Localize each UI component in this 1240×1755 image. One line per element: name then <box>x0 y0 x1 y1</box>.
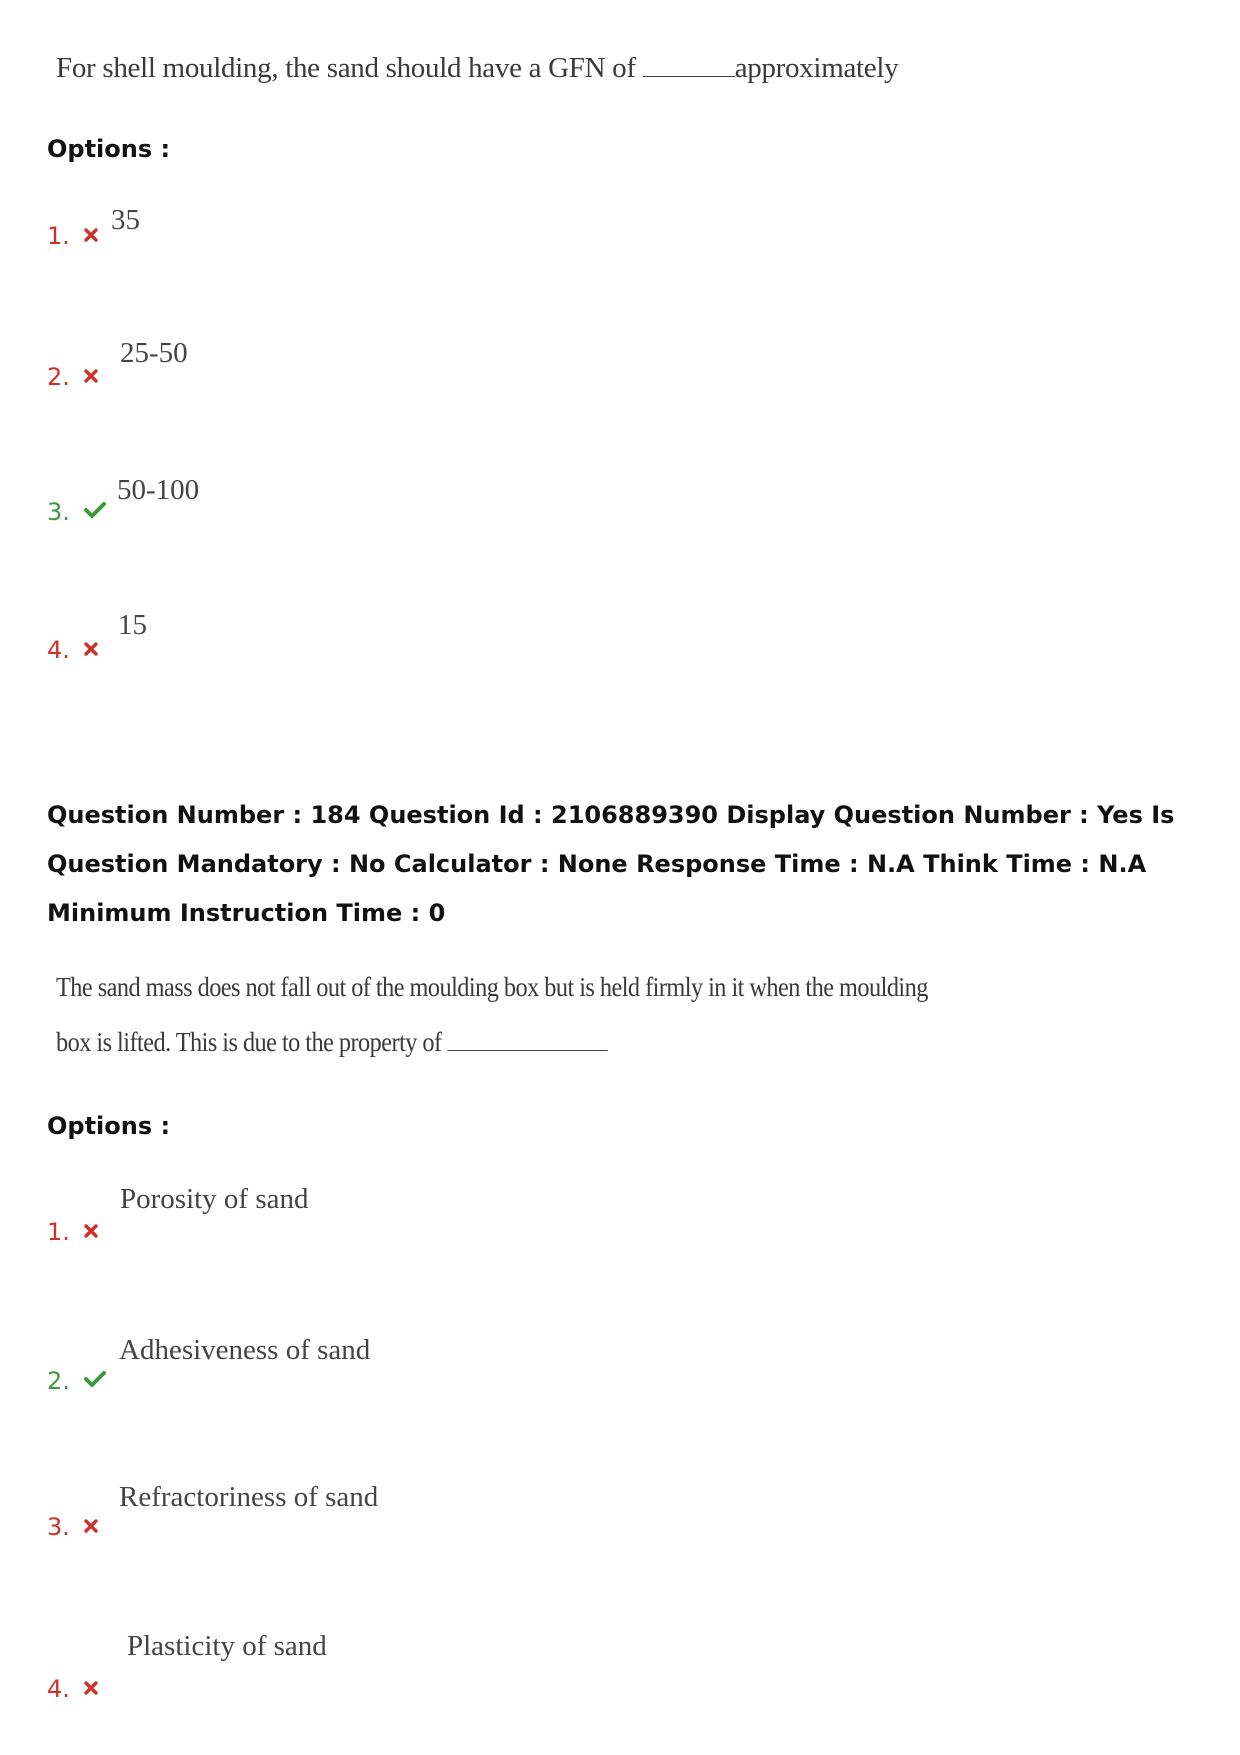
check-icon <box>84 1365 106 1393</box>
option-number-label: 2. <box>47 1367 70 1395</box>
cross-icon <box>84 1511 98 1539</box>
option-number <box>47 1673 98 1703</box>
option-text: Adhesiveness of sand <box>119 1334 371 1366</box>
question-text-before: For shell moulding, the sand should have a GFN of <box>56 52 636 84</box>
options-heading: Options : <box>47 135 171 163</box>
option-text: 25-50 <box>120 337 188 369</box>
question-text-line-2-text: box is lifted. This is due to the property of <box>56 1027 442 1057</box>
option-number-label: 3. <box>47 1513 70 1541</box>
option-number <box>47 1511 98 1541</box>
option-number-label: 3. <box>47 498 70 526</box>
option-text: 15 <box>118 609 147 641</box>
cross-icon <box>84 220 98 248</box>
cross-icon <box>84 361 98 389</box>
option-number-label: 1. <box>47 222 70 250</box>
option-number-label: 1. <box>47 1218 70 1246</box>
question-text <box>56 52 898 85</box>
option-number <box>47 361 98 391</box>
option-number-label: 4. <box>47 636 70 664</box>
option-number <box>47 634 98 664</box>
option-number <box>47 496 106 526</box>
option-number <box>47 220 98 250</box>
answer-blank <box>643 56 735 77</box>
answer-blank <box>447 1030 607 1051</box>
question-text-after: approximately <box>734 52 899 84</box>
options-heading: Options : <box>47 1112 171 1140</box>
option-number-label: 4. <box>47 1675 70 1703</box>
cross-icon <box>84 1673 98 1701</box>
option-number <box>47 1365 106 1395</box>
cross-icon <box>84 634 98 662</box>
question-text-line-2 <box>56 1027 607 1058</box>
option-text: 35 <box>111 204 140 236</box>
check-icon <box>84 496 106 524</box>
option-number-label: 2. <box>47 363 70 391</box>
option-text: 50-100 <box>117 474 200 506</box>
option-text: Porosity of sand <box>120 1183 309 1215</box>
question-meta: Question Number : 184 Question Id : 2106889390 Display Question Number : Yes Is Question Mandatory : No Calculator : None Response Time : N.A Think Time : N.A Minimum Instruction Time : 0 <box>47 801 1175 927</box>
option-text: Plasticity of sand <box>127 1630 327 1662</box>
option-number <box>47 1216 98 1246</box>
option-text: Refractoriness of sand <box>119 1481 379 1513</box>
cross-icon <box>84 1216 98 1244</box>
question-text-line-1: The sand mass does not fall out of the moulding box but is held firmly in it when the moulding <box>56 972 928 1002</box>
